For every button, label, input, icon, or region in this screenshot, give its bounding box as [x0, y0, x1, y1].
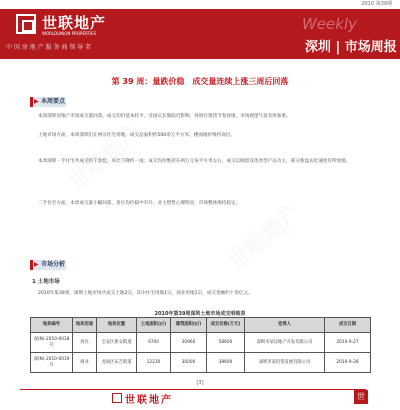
column-header: 成交日期 [325, 318, 371, 333]
section-header-analysis [30, 260, 66, 270]
watermark [60, 115, 147, 195]
table-row [31, 353, 371, 373]
subsection-title: 1 土地市场 [32, 279, 60, 285]
table-cell: 36000 [171, 353, 207, 373]
company-logo [16, 12, 140, 38]
page-title: 第 39 周：量跌价稳 成交量连续上涨三周后回落 [111, 77, 289, 86]
table-cell: 38600 [207, 353, 245, 373]
table-cell: 宝安区新安街道 [97, 333, 137, 353]
table-header-row [31, 318, 371, 333]
weekly-title: 深圳 | 市场周报 [305, 40, 397, 55]
page-footer [0, 380, 400, 410]
table-cell: 深圳市某投资发展有限公司 [245, 353, 325, 373]
watermark [220, 195, 307, 275]
footer-logo-mark-icon [112, 393, 122, 403]
top-line [0, 0, 400, 9]
footer-corner-mark: 世 [354, 390, 368, 404]
column-header: 成交价格(万元) [207, 318, 245, 333]
column-header: 地块用途 [73, 318, 97, 333]
header-banner [0, 9, 400, 59]
table-cell: 龙岗区布吉街道 [97, 353, 137, 373]
footer-divider [20, 389, 366, 390]
weekly-label: Weekly [302, 15, 358, 33]
table-cell: 深(N)-2010-0019号 [31, 353, 73, 373]
table-cell: 居住 [73, 333, 97, 353]
table-cell: 2010-9-27 [325, 333, 371, 353]
column-header: 竞得人 [245, 318, 325, 333]
logo-english: WORLDUNION PROPERTIES [42, 31, 97, 36]
arrow-icon: ▶ [34, 261, 39, 268]
paragraph: 二手住宅方面，本周成交量小幅回落，各区均价稳中有升，业主惜售心理明显，市场整体保持稳定。 [38, 201, 241, 206]
paragraph: 2010年第39周，深圳土地市场共成交土地2宗，其中住宅用地1宗，商业用地1宗，成交金额约十余亿元。 [38, 291, 253, 296]
column-header: 地块编号 [31, 318, 73, 333]
paragraph: 本周深圳一手住宅共成交约千余套，环比下降约一成；成交均价维持在两万元每平方米左右，成交以刚需及改善型产品为主，部分新盘去化速度有所放缓。 [38, 159, 351, 164]
slogan: 中 国 房 地 产 服 务 商 领 导 者 [6, 44, 92, 51]
logo-mark-icon [16, 14, 36, 34]
table-cell: 深圳市某房地产开发有限公司 [245, 333, 325, 353]
table-title: 2010年第39周深圳土地市场成交明细表 [154, 311, 246, 317]
table-cell: 12230 [137, 353, 171, 373]
table-cell: 58600 [207, 333, 245, 353]
table-cell: 深(N)-2010-0018号 [31, 333, 73, 353]
page-number: [3] [196, 380, 204, 386]
paragraph: 本周深圳房地产市场成交量回落，成交均价基本持平。受国庆长假临近影响，各项目推货节奏放缓，市场观望气氛有所加重。 [38, 114, 291, 119]
table-cell: 2010-9-28 [325, 353, 371, 373]
issue-number: 2010 第39期 [361, 1, 392, 7]
table-cell: 30960 [171, 333, 207, 353]
table-cell: 9700 [137, 333, 171, 353]
table-row [31, 333, 371, 353]
paragraph: 土地市场方面，本周深圳出让两宗住宅用地，成交总面积约500余万平方米，楼面地价维持高位。 [38, 133, 236, 138]
section-label: 本周要点 [41, 98, 66, 105]
column-header: 建筑面积(㎡) [171, 318, 207, 333]
table-cell: 商业 [73, 353, 97, 373]
section-header-summary [30, 97, 66, 107]
footer-brand: 世联地产 [125, 395, 173, 406]
logo-text: 世联地产 [42, 14, 107, 32]
section-label: 市场分析 [41, 261, 66, 268]
land-transaction-table [30, 317, 371, 373]
column-header: 地块位置 [97, 318, 137, 333]
arrow-icon: ▶ [34, 98, 39, 105]
column-header: 土地面积(㎡) [137, 318, 171, 333]
